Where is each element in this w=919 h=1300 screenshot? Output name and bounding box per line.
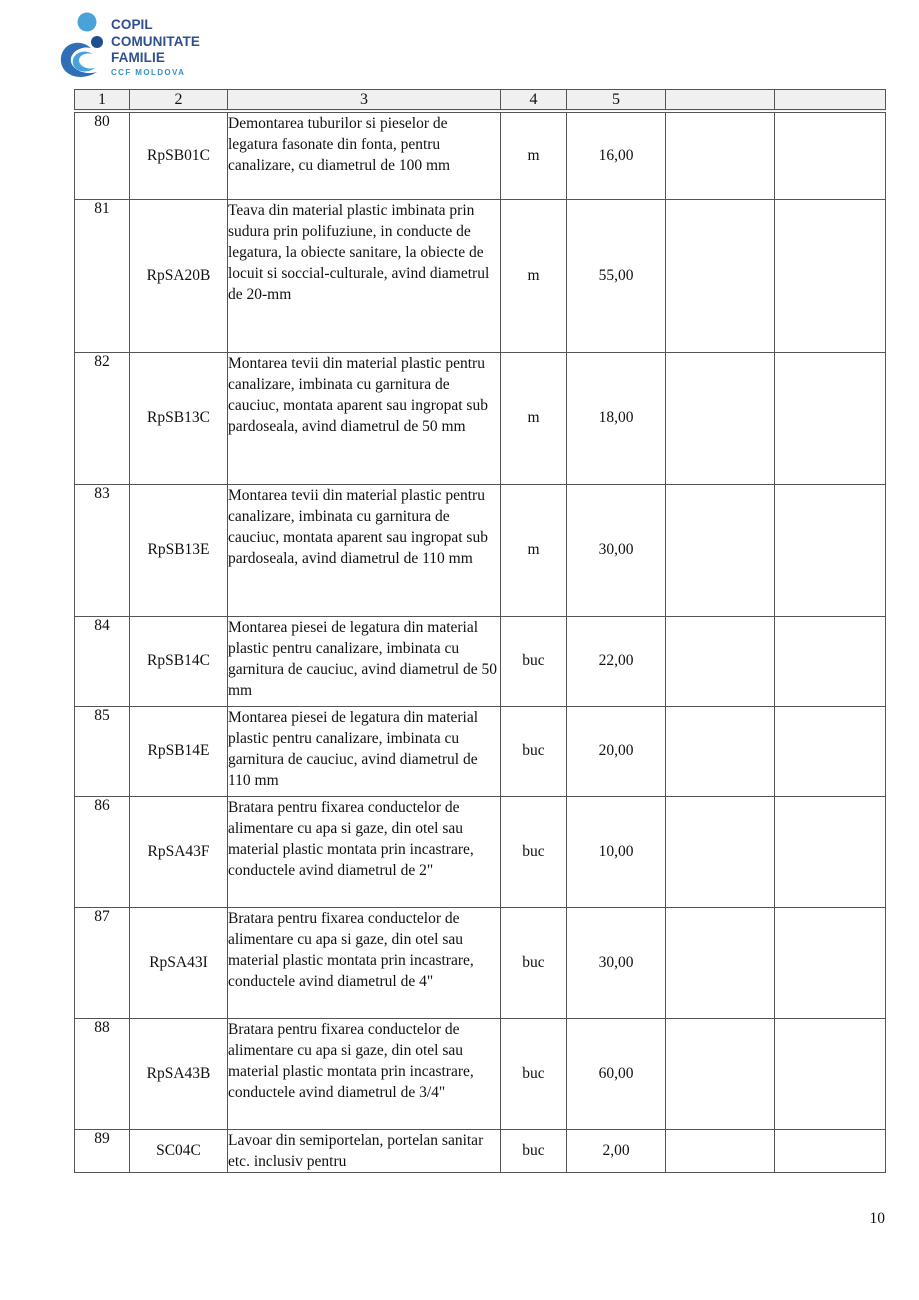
row-number: 85 [75, 706, 130, 796]
item-unit: buc [501, 796, 567, 907]
empty-cell-6 [666, 907, 775, 1018]
table-row [75, 111, 886, 199]
header-col-4: 4 [501, 90, 567, 112]
table-row [75, 706, 886, 796]
table-row [75, 1129, 886, 1172]
table-row [75, 199, 886, 352]
item-description: Teava din material plastic imbinata prin sudura prin polifuziune, in conducte de legatura, la obiecte sanitare, la obiecte de locuit si soccial-culturale, avind diametrul de 20-mm [228, 199, 501, 352]
item-code: RpSB13E [130, 484, 228, 616]
item-description: Montarea piesei de legatura din material plastic pentru canalizare, imbinata cu garnitura de cauciuc, avind diametrul de 110 mm [228, 706, 501, 796]
table-row [75, 796, 886, 907]
item-unit: m [501, 111, 567, 199]
row-number: 82 [75, 352, 130, 484]
ccf-logo-icon [57, 10, 109, 80]
item-description: Montarea piesei de legatura din material plastic pentru canalizare, imbinata cu garnitura de cauciuc, avind diametrul de 50 mm [228, 616, 501, 706]
empty-cell-6 [666, 111, 775, 199]
item-unit: buc [501, 907, 567, 1018]
row-number: 83 [75, 484, 130, 616]
header-col-3: 3 [228, 90, 501, 112]
row-number: 87 [75, 907, 130, 1018]
item-description: Demontarea tuburilor si pieselor de legatura fasonate din fonta, pentru canalizare, cu diametrul de 100 mm [228, 111, 501, 199]
empty-cell-7 [775, 706, 886, 796]
item-description: Montarea tevii din material plastic pentru canalizare, imbinata cu garnitura de cauciuc, montata aparent sau ingropat sub pardoseala, avind diametrul de 50 mm [228, 352, 501, 484]
item-code: RpSA43F [130, 796, 228, 907]
table-row [75, 1018, 886, 1129]
header-col-6 [666, 90, 775, 112]
item-quantity: 30,00 [567, 484, 666, 616]
item-quantity: 60,00 [567, 1018, 666, 1129]
item-code: RpSB13C [130, 352, 228, 484]
item-quantity: 22,00 [567, 616, 666, 706]
item-quantity: 10,00 [567, 796, 666, 907]
table-header-row [75, 90, 886, 112]
empty-cell-7 [775, 1018, 886, 1129]
header-col-5: 5 [567, 90, 666, 112]
item-code: RpSA43I [130, 907, 228, 1018]
row-number: 89 [75, 1129, 130, 1172]
logo-subtitle: CCF MOLDOVA [111, 67, 186, 77]
header-col-2: 2 [130, 90, 228, 112]
empty-cell-7 [775, 616, 886, 706]
table-row [75, 616, 886, 706]
empty-cell-7 [775, 484, 886, 616]
empty-cell-7 [775, 1129, 886, 1172]
empty-cell-7 [775, 907, 886, 1018]
item-quantity: 20,00 [567, 706, 666, 796]
row-number: 84 [75, 616, 130, 706]
table-row [75, 907, 886, 1018]
item-unit: m [501, 352, 567, 484]
empty-cell-6 [666, 796, 775, 907]
item-description: Bratara pentru fixarea conductelor de alimentare cu apa si gaze, din otel sau material plastic montata prin incastrare, conductele avind diametrul de 3/4" [228, 1018, 501, 1129]
row-number: 86 [75, 796, 130, 907]
bill-of-quantities-table [74, 89, 886, 1173]
empty-cell-7 [775, 352, 886, 484]
table-row [75, 352, 886, 484]
item-unit: m [501, 199, 567, 352]
item-description: Lavoar din semiportelan, portelan sanitar etc. inclusiv pentru [228, 1129, 501, 1172]
item-code: RpSA20B [130, 199, 228, 352]
table-row [75, 484, 886, 616]
logo [57, 10, 217, 82]
item-code: RpSB01C [130, 111, 228, 199]
header-col-1: 1 [75, 90, 130, 112]
empty-cell-6 [666, 1018, 775, 1129]
empty-cell-6 [666, 352, 775, 484]
item-code: RpSB14E [130, 706, 228, 796]
item-unit: m [501, 484, 567, 616]
empty-cell-6 [666, 706, 775, 796]
item-quantity: 16,00 [567, 111, 666, 199]
item-unit: buc [501, 1129, 567, 1172]
item-code: SC04C [130, 1129, 228, 1172]
item-unit: buc [501, 616, 567, 706]
item-quantity: 30,00 [567, 907, 666, 1018]
empty-cell-6 [666, 484, 775, 616]
empty-cell-7 [775, 199, 886, 352]
empty-cell-6 [666, 616, 775, 706]
item-unit: buc [501, 706, 567, 796]
item-description: Bratara pentru fixarea conductelor de alimentare cu apa si gaze, din otel sau material plastic montata prin incastrare, conductele avind diametrul de 2" [228, 796, 501, 907]
item-quantity: 18,00 [567, 352, 666, 484]
item-code: RpSB14C [130, 616, 228, 706]
logo-line-1: COPIL [111, 17, 153, 32]
empty-cell-6 [666, 199, 775, 352]
item-quantity: 2,00 [567, 1129, 666, 1172]
item-description: Montarea tevii din material plastic pentru canalizare, imbinata cu garnitura de cauciuc, montata aparent sau ingropat sub pardoseala, avind diametrul de 110 mm [228, 484, 501, 616]
empty-cell-6 [666, 1129, 775, 1172]
logo-text [111, 17, 200, 79]
item-quantity: 55,00 [567, 199, 666, 352]
logo-line-2: COMUNITATE [111, 33, 200, 49]
item-description: Bratara pentru fixarea conductelor de alimentare cu apa si gaze, din otel sau material plastic montata prin incastrare, conductele avind diametrul de 4" [228, 907, 501, 1018]
row-number: 81 [75, 199, 130, 352]
row-number: 80 [75, 111, 130, 199]
header-col-7 [775, 90, 886, 112]
row-number: 88 [75, 1018, 130, 1129]
item-code: RpSA43B [130, 1018, 228, 1129]
empty-cell-7 [775, 111, 886, 199]
item-unit: buc [501, 1018, 567, 1129]
page-number: 10 [869, 1210, 885, 1227]
empty-cell-7 [775, 796, 886, 907]
logo-line-3: FAMILIE [111, 50, 165, 65]
